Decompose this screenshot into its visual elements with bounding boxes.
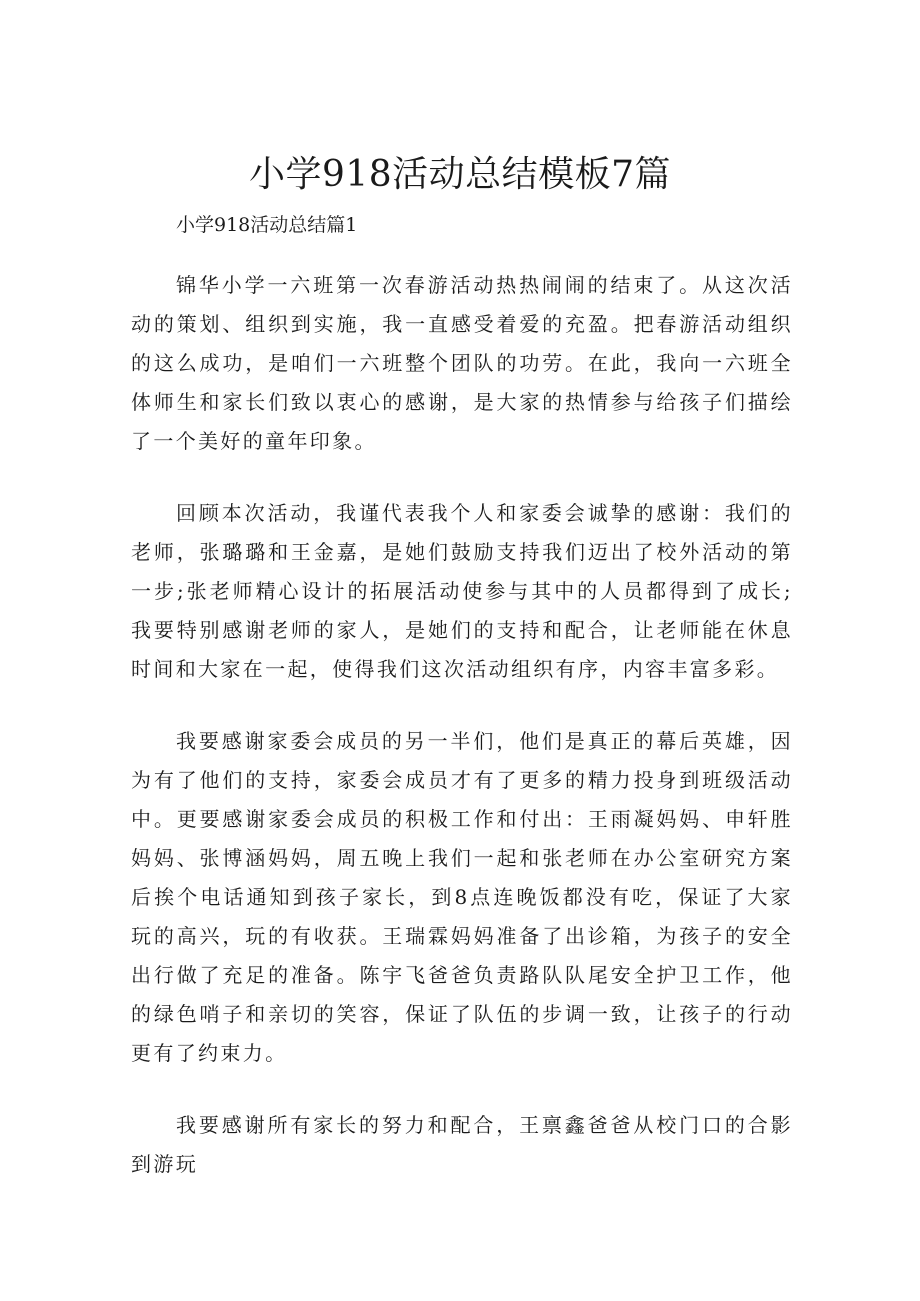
body-paragraph-2: 回顾本次活动，我谨代表我个人和家委会诚挚的感谢：我们的老师，张璐璐和王金嘉，是她们鼓励支持我们迈出了校外活动的第一步;张老师精心设计的拓展活动使参与其中的人员都得到了成长;我要特别感谢老师的家人，是她们的支持和配合，让老师能在休息时间和大家在一起，使得我们这次活动组织有序，内容丰富多彩。 [131, 501, 793, 681]
body-paragraph-3: 我要感谢家委会成员的另一半们，他们是真正的幕后英雄，因为有了他们的支持，家委会成员才有了更多的精力投身到班级活动中。更要感谢家委会成员的积极工作和付出：王雨凝妈妈、申轩胜妈妈、张博涵妈妈，周五晚上我们一起和张老师在办公室研究方案后挨个电话通知到孩子家长，到8点连晚饭都没有吃，保证了大家玩的高兴，玩的有收获。王瑞霖妈妈准备了出诊箱，为孩子的安全出行做了充足的准备。陈宇飞爸爸负责路队队尾安全护卫工作，他的绿色哨子和亲切的笑容，保证了队伍的步调一致，让孩子的行动更有了约束力。 [131, 729, 793, 1065]
document-body [131, 266, 793, 1217]
section-heading: 小学918活动总结篇1 [176, 214, 358, 236]
body-paragraph-4: 我要感谢所有家长的努力和配合，王禀鑫爸爸从校门口的合影到游玩 [131, 1113, 793, 1176]
document-title: 小学918活动总结模板7篇 [248, 154, 672, 195]
body-paragraph-1: 锦华小学一六班第一次春游活动热热闹闹的结束了。从这次活动的策划、组织到实施，我一直感受着爱的充盈。把春游活动组织的这么成功，是咱们一六班整个团队的功劳。在此，我向一六班全体师生和家长们致以衷心的感谢，是大家的热情参与给孩子们描绘了一个美好的童年印象。 [131, 273, 793, 453]
